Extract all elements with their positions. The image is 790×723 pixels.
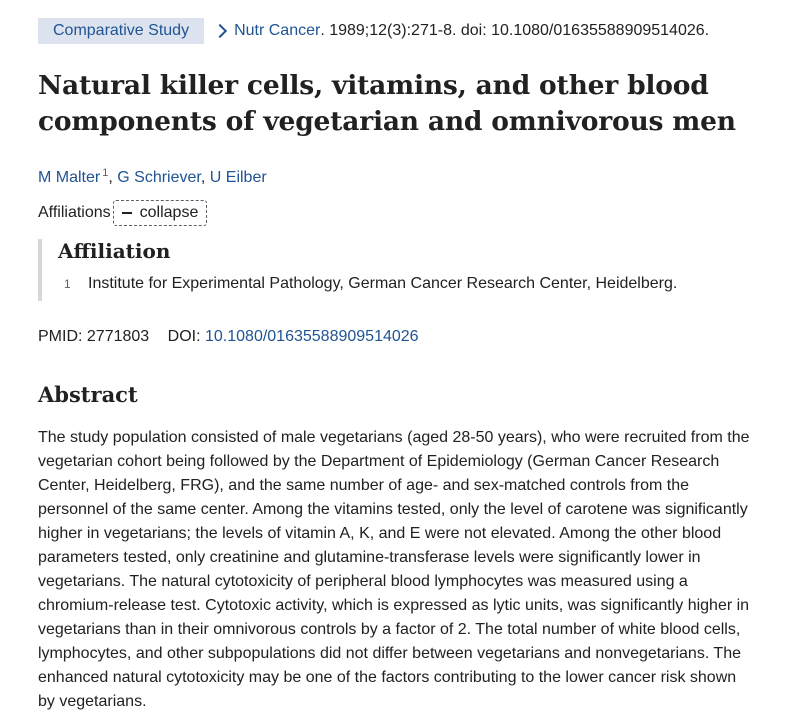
- pmid-label: PMID:: [38, 328, 83, 345]
- pmid-value: 2771803: [86, 328, 150, 345]
- affiliation-ref[interactable]: 1: [102, 167, 109, 179]
- affiliation-text: Institute for Experimental Pathology, German Cancer Research Center, Heidelberg.: [88, 275, 678, 292]
- doi-link[interactable]: 10.1080/01635588909514026: [205, 328, 419, 345]
- authors-list: [38, 163, 758, 186]
- chevron-right-icon: [213, 24, 227, 38]
- abstract-text: The study population consisted of male vegetarians (aged 28-50 years), who were recruited from the vegetarian cohort being followed by the Department of Epidemiology (German Cancer Research Center, Heidelberg, FRG), and the same number of age- and sex-matched controls from the personnel of the same center. Among the vitamins tested, only the level of carotene was significantly higher in vegetarians; the levels of vitamin A, K, and E were not elevated. Among the other blood parameters tested, only creatinine and glutamine-transferase levels were significantly lower in vegetarians. The natural cytotoxicity of peripheral blood lymphocytes was measured using a chromium-release test. Cytotoxic activity, which is expressed as lytic units, was significantly higher in vegetarians than in their omnivorous controls by a factor of 2. The total number of white blood cells, lymphocytes, and other subpopulations did not differ between vegetarians and nonvegetarians. The enhanced natural cytotoxicity may be one of the factors contributing to the lower cancer risk shown by vegetarians.: [38, 429, 750, 711]
- affiliation-heading: Affiliation: [58, 239, 171, 263]
- affiliation-number: 1: [64, 277, 71, 291]
- author-link[interactable]: M Malter: [38, 169, 101, 186]
- citation-details: . 1989;12(3):271-8. doi: 10.1080/01635588909514026.: [320, 22, 710, 39]
- article-title: Natural killer cells, vitamins, and other blood components of vegetarian and omnivorous men: [38, 70, 736, 137]
- collapse-label: collapse: [139, 204, 199, 221]
- article-page: [38, 18, 758, 714]
- affiliations-panel: [38, 239, 758, 301]
- author-link[interactable]: U Eilber: [209, 169, 267, 186]
- affiliation-item: [58, 275, 758, 293]
- citation: [216, 22, 709, 40]
- affiliations-toggle-row: [38, 199, 758, 227]
- doi-label: DOI:: [167, 328, 201, 345]
- publication-type-badge: Comparative Study: [38, 18, 204, 44]
- article-source: [38, 18, 758, 44]
- affiliations-label: Affiliations: [38, 204, 111, 221]
- journal-link[interactable]: Nutr Cancer: [234, 22, 321, 39]
- article-identifiers: [38, 327, 758, 347]
- author-link[interactable]: G Schriever: [117, 169, 201, 186]
- author-separator: ,: [108, 169, 113, 186]
- abstract-heading: Abstract: [38, 382, 138, 407]
- collapse-affiliations-button[interactable]: [113, 200, 208, 226]
- author-separator: ,: [200, 169, 206, 186]
- minus-icon: [122, 212, 132, 214]
